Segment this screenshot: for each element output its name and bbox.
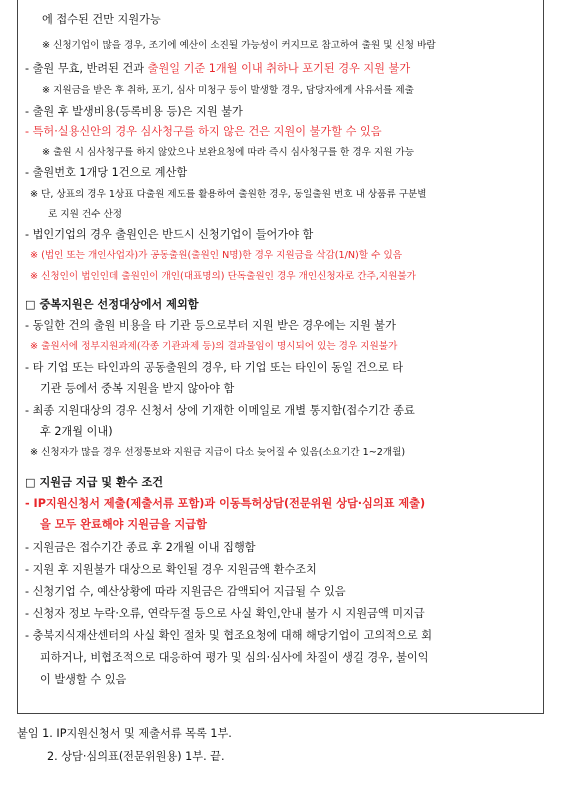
attachment-line: 2. 상담·심의표(전문위원용) 1부. 끝. [47,750,225,763]
note-line: ※ 출원 시 심사청구를 하지 않았으나 보완요청에 따라 즉시 심사청구를 한 경우 지원 가능 [42,147,415,158]
condition-line: - 출원 후 발생비용(등록비용 등)은 지원 불가 [25,105,243,118]
condition-line: - 출원번호 1개당 1건으로 계산함 [25,166,188,179]
condition-line: - 충북지식재산센터의 사실 확인 절차 및 협조요청에 대해 해당기업이 고의적으로 회 [25,629,433,642]
note-line-highlight: ※ 신청인이 법인인데 출원인이 개인(대표명의) 단독출원인 경우 개인신청자로 간주,지원불가 [30,271,416,282]
note-line: ※ 신청자가 많을 경우 선정통보와 지원금 지급이 다소 늦어질 수 있음(소요기간 1~2개월) [30,447,406,458]
condition-line: - 최종 지원대상의 경우 신청서 상에 기재한 이메일로 개별 통지함(접수기간 종료 [25,404,415,417]
condition-line: - 동일한 건의 출원 비용을 타 기관 등으로부터 지원 받은 경우에는 지원 불가 [25,319,396,332]
condition-line-highlight: - 특허·실용신안의 경우 심사청구를 하지 않은 건은 지원이 불가할 수 있음 [25,125,382,138]
condition-line: - 지원금은 접수기간 종료 후 2개월 이내 집행함 [25,541,256,554]
note-line: ※ 단, 상표의 경우 1상표 다출원 제도를 활용하여 출원한 경우, 동일출원 번호 내 상품류 구분별 [30,189,427,200]
condition-line-highlight: - IP지원신청서 제출(제출서류 포함)과 이동특허상담(전문위원 상담·심의표 제출) [25,497,426,510]
note-line-cont: 로 지원 건수 산정 [48,209,123,220]
condition-line: - 신청기업 수, 예산상황에 따라 지원금은 감액되어 지급될 수 있음 [25,585,346,598]
section-heading: □ 지원금 지급 및 환수 조건 [25,476,164,489]
attachment-line: 붙임 1. IP지원신청서 및 제출서류 목록 1부. [17,727,232,740]
condition-line: - 지원 후 지원불가 대상으로 확인될 경우 지원금액 환수조치 [25,563,317,576]
condition-line: - 신청자 정보 누락·오류, 연락두절 등으로 사실 확인,안내 불가 시 지원금액 미지급 [25,607,425,620]
condition-line [25,62,410,76]
text-line: 에 접수된 건만 지원가능 [42,13,161,26]
condition-highlight: 출원일 기준 1개월 이내 취하나 포기된 경우 지원 불가 [147,62,411,75]
condition-line: - 타 기업 또는 타인과의 공동출원의 경우, 타 기업 또는 타인이 동일 건으로 타 [25,361,404,374]
note-line: ※ 신청기업이 많을 경우, 조기에 예산이 소진될 가능성이 커지므로 참고하여 출원 및 신청 바람 [42,40,436,51]
condition-line-cont: 피하거나, 비협조적으로 대응하여 평가 및 심의·심사에 차질이 생길 경우, 불이익 [40,651,429,664]
condition-line-cont: 후 2개월 이내) [40,425,113,438]
condition-text: - 출원 무효, 반려된 건과 [25,62,148,75]
condition-line: - 법인기업의 경우 출원인은 반드시 신청기업이 들어가야 함 [25,228,314,241]
condition-line-cont: 기관 등에서 중복 지원을 받지 않아야 함 [40,382,235,395]
note-line: ※ 지원금을 받은 후 취하, 포기, 심사 미청구 등이 발생할 경우, 담당자에게 사유서를 제출 [42,85,414,96]
section-heading: □ 중복지원은 선정대상에서 제외함 [25,298,199,311]
note-line-highlight: ※ 출원서에 정부지원과제(각종 기관과제 등)의 결과물임이 명시되어 있는 경우 지원불가 [30,341,398,352]
condition-line-highlight-cont: 을 모두 완료해야 지원금을 지급함 [40,518,207,531]
note-line-highlight: ※ (법인 또는 개인사업자)가 공동출원(출원인 N명)한 경우 지원금을 삭감(1/N)할 수 있음 [30,250,402,261]
condition-line-cont: 이 발생할 수 있음 [40,673,127,686]
